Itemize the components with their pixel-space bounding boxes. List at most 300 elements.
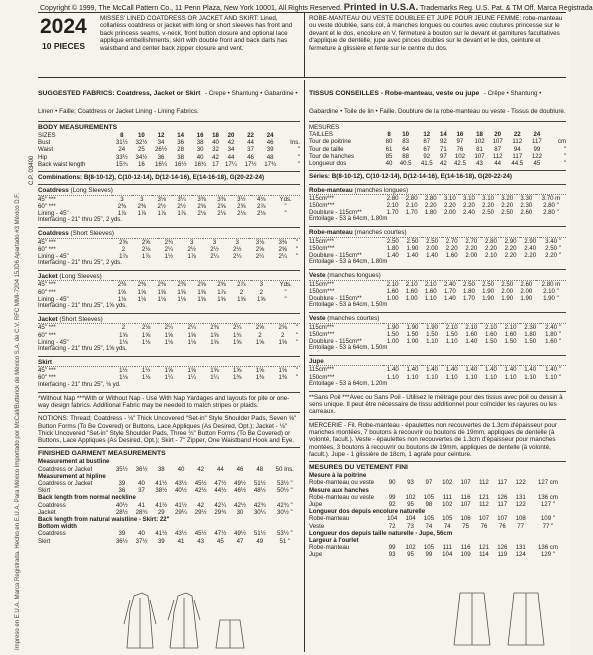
value-cell: 39 [266, 146, 274, 154]
finished-value: 42½ [194, 487, 207, 495]
value-cell: 67 [423, 145, 431, 153]
finished-row [38, 458, 300, 465]
value-cell: 112 [512, 138, 523, 146]
yardage-value: 1.90 [403, 323, 423, 331]
yardage-value: 2.20 [504, 252, 517, 260]
yardage-label: 60" *** [38, 288, 56, 296]
size-cell: 18 [212, 132, 219, 139]
yardage-row [309, 209, 566, 216]
finished-row [309, 508, 566, 515]
yardage-value: " [284, 295, 287, 303]
finished-value: 108 [515, 515, 526, 523]
mercerie-text: MERCERIE - Fil. Robe-manteau - épaulettes non recouvertes de 1.3cm d'épaisseur pour manches montées, 7 boutons à recouvrir ou boutons de 19mm, appliques de dentelle (à volonté, facult.). Veste - épaulettes non recouvertes de 1.3cm d'épaisseur pour manches montées, 3 boutons à recouvrir ou boutons de 19mm, appliques de dentelle (à volonté, facult.). Jupe - 1 glissière de 18cm, 1 agrafe pour ceinture. [309, 421, 557, 458]
yardage-value: 2⅛ [257, 210, 266, 218]
finished-value: 121 [478, 493, 490, 501]
combinations [38, 172, 300, 185]
finished-value: 41½ [155, 530, 168, 538]
yardage-value: 2 [281, 331, 285, 339]
yardage-value: 1⅝ [164, 331, 174, 339]
value-cell: 44 [227, 153, 235, 161]
yardage-label: 45" *** [38, 324, 112, 332]
yardage-value: 2.80 " [543, 209, 559, 217]
value-cell: 44 [247, 139, 254, 147]
yardage-value: 1.50 [426, 330, 438, 338]
yardage-title: Coatdress [38, 187, 71, 195]
yardage-value: 1.50 [406, 330, 419, 338]
unit-cell: " [563, 152, 566, 160]
yardage-block [38, 271, 300, 314]
finished-value: 45 [216, 537, 224, 545]
yardage-row [309, 237, 566, 245]
yardage-value: 2 [258, 331, 262, 339]
value-cell: 17¼ [225, 160, 237, 168]
finished-value: 77 [517, 522, 525, 530]
yardage-value: 1.80 [424, 209, 437, 217]
finished-row [38, 480, 300, 487]
yardage-value: 1⅞ [119, 252, 128, 260]
yardage-block [309, 270, 566, 313]
value-cell: 48 [266, 153, 274, 161]
yardage-value: 2.20 [465, 244, 478, 252]
yardage-title: Jacket [38, 273, 60, 281]
yardage-value: 1⅝ [158, 367, 181, 375]
unit-cell: Ins. [290, 139, 300, 147]
finished-value: 107 [460, 501, 471, 509]
yardage-block [309, 227, 566, 270]
yardage-value: 2.50 [498, 280, 517, 288]
yardage-value: 1⅝ [210, 338, 219, 346]
yardage-label: Lining - 45" [38, 210, 69, 218]
yardage-value: 1⅞ [217, 288, 226, 296]
value-cell: 36 [157, 153, 165, 161]
yardage-value: 1.90 [482, 287, 495, 295]
value-cell: 81 [476, 145, 483, 153]
finished-value: 51 " [279, 537, 291, 545]
yardage-value: 3¼ [172, 195, 192, 203]
value-cell: 87 [494, 145, 502, 153]
yardage-value: 2⅜ [117, 202, 127, 210]
yardage-row [309, 331, 566, 338]
yardage-value: 1.60 [445, 252, 458, 260]
finished-value: 30 [236, 508, 244, 516]
yardage-value: 1.40 [386, 252, 399, 260]
yardage-value: 1.60 [405, 287, 418, 295]
yardage-value: 1⅝ [177, 288, 186, 296]
yardage-value: 2.00 [520, 287, 533, 295]
yardage-value: 2.50 [383, 237, 403, 245]
yardage-value: 1.40 [426, 252, 438, 260]
yardage-value: 1⅛ [187, 338, 196, 346]
yardage-value: 1⅞ [187, 252, 196, 260]
finished-value: 39 [157, 537, 165, 545]
finished-row [38, 473, 300, 480]
yardage-value: 2⅞ [257, 202, 266, 210]
yardage-value: 1.50 [386, 330, 399, 338]
combinations-text: Combinations: B(8-10-12), C(10-12-14), D(12-14-16), E(14-16-18), G(20-22-24) [38, 174, 265, 182]
finished-row [38, 487, 300, 494]
yardage-value: 1.40 [442, 366, 462, 374]
yardage-value: " [295, 374, 299, 382]
yardage-value: 2.60 [520, 209, 533, 217]
finished-value: 107 [497, 515, 508, 523]
yardage-value: 1.10 [424, 295, 437, 303]
finished-value: 99 [388, 493, 396, 501]
side-text: Impreso en E.U.A. Marca Registrada. Hecho en E.U.A. Para México Importado por McCall/Butterick de México S.A. de C.V. RFC MMI-7204 15JD6 Apartado #3 México D.F. [15, 193, 21, 650]
yardage-value: 2.00 [465, 252, 478, 260]
yardage-row [309, 295, 566, 302]
value-cell: 32 [212, 146, 219, 154]
fini-title: MESURES DU VETEMENT FINI [309, 464, 408, 472]
size-cell: 14 [177, 132, 184, 139]
finished-label: Coatdress [38, 501, 66, 509]
yardage-value: 1½ [112, 367, 135, 375]
yardage-value: " [295, 338, 299, 346]
finished-value: 76 [480, 522, 488, 530]
finished-row [309, 501, 566, 508]
yardage-label: Lining - 45" [38, 295, 69, 303]
finished-value: 131 [515, 493, 526, 501]
finished-row [309, 544, 566, 551]
finished-value: 111 [442, 493, 452, 501]
finished-value: 37½ [135, 537, 148, 545]
yardage-block [38, 228, 300, 271]
value-cell: 40.5 [399, 160, 412, 168]
finished-value: 29¾ [214, 508, 227, 516]
finished-value: 93 [407, 479, 414, 487]
finished-value: 117 [497, 479, 508, 487]
finished-value: 116 [460, 493, 471, 501]
finished-value: 116 [460, 544, 471, 552]
finished-label: Robe-manteau [309, 515, 350, 523]
finished-value: 35½ [115, 465, 128, 473]
finished-value: 46½ [234, 487, 246, 495]
finished-value: 29½ [194, 508, 207, 516]
finished-value: 99 [388, 544, 396, 552]
value-cell: 87 [423, 138, 431, 146]
yardage-value: 3.40 " [540, 237, 566, 245]
yardage-label: 60" *** [38, 374, 56, 382]
yardage-table [309, 280, 566, 303]
header-english [38, 13, 300, 77]
finished-value: 43½ [175, 530, 187, 538]
yardage-value: 1.40 [383, 366, 403, 374]
body-measurements-table [38, 132, 300, 168]
yardage-value: 2.40 [440, 280, 459, 288]
size-cell: 16 [456, 131, 464, 139]
unit-cell: " [563, 145, 566, 153]
yardage-value: 1.10 [504, 373, 517, 381]
yardage-label: Doublure - 115cm** [309, 337, 362, 345]
finished-label: Coatdress or Jacket [38, 465, 93, 473]
yardage-value: 2⅜ [203, 324, 226, 332]
yardage-value: 2.20 [524, 252, 537, 260]
fini-table [309, 472, 566, 558]
yardage-value: 2¼ [180, 324, 203, 332]
yardage-value: 1.90 [482, 295, 495, 303]
finished-label: Veste [309, 522, 325, 530]
yardage-value: 1.80 " [545, 330, 561, 338]
yardage-subtitle: (manches courtes) [354, 229, 407, 237]
value-cell: 42 [212, 153, 219, 161]
finished-value: 45½ [194, 480, 207, 488]
finished-value: 41 [177, 537, 185, 545]
yardage-value: 1.70 [463, 295, 475, 303]
yardage-title: Coatdress [38, 230, 71, 238]
yardage-label: 150cm*** [309, 330, 335, 338]
yardage-value: 1.00 [405, 295, 418, 303]
yardage-value: 1.90 [520, 295, 533, 303]
finished-value: 30¼ [253, 508, 266, 516]
mesures-table [309, 124, 566, 167]
body-measurements [38, 122, 300, 172]
value-cell: 97 [439, 152, 447, 160]
pattern-header [38, 12, 566, 78]
finished-row [38, 494, 300, 501]
yardage-row [38, 210, 300, 217]
yardage-row [38, 374, 300, 381]
finished-value: 45½ [194, 530, 207, 538]
suggested-fabrics [38, 80, 300, 122]
finished-row [309, 537, 566, 544]
value-cell: 37 [247, 146, 254, 154]
yardage-value: 1.90 [383, 323, 403, 331]
yardage-heading [309, 229, 566, 236]
finished-value: 42¾ [253, 501, 266, 509]
yardage-value: 1.80 [524, 330, 537, 338]
yardage-value: 3.30 [517, 194, 536, 202]
yardage-value: 2.80 [421, 194, 440, 202]
finished-value: 46 [236, 465, 244, 473]
yardage-value: 1.60 [386, 287, 399, 295]
yardage-value: 3 [226, 238, 249, 246]
yardage-value: 3⅛ [152, 195, 172, 203]
yardage-value: 2.50 [501, 209, 514, 217]
yardage-value: 1⅛ [141, 338, 151, 346]
yardage-value: 2.20 [504, 244, 517, 252]
finished-label: Measurement at bustline [38, 458, 110, 466]
size-cell: 24 [533, 131, 541, 139]
yardage-value: 3 [132, 195, 152, 203]
yardage-value: 2⅜ [172, 281, 192, 289]
value-cell: 34 [227, 146, 235, 154]
yardage-value: 1.00 [386, 295, 399, 303]
yardage-label: 45" *** [38, 195, 112, 203]
finished-row [38, 538, 300, 545]
finished-value: 121 [478, 544, 490, 552]
yardage-value: 2⅛ [141, 245, 151, 253]
yardage-value: 1⅛ [137, 295, 147, 303]
yardage-value: 3⅛ [249, 238, 272, 246]
yardage-value: 2⅝ [271, 324, 294, 332]
yardage-value: 1⅝ [271, 367, 294, 375]
row-label: Longueur dos [309, 160, 347, 168]
value-cell: 94 [513, 145, 521, 153]
yardage-heading [309, 187, 566, 194]
yardage-value: 1.70 [405, 209, 418, 217]
yardage-value: 2¾ [158, 238, 181, 246]
yardage-value: 2.80 [481, 237, 501, 245]
yardage-value: 1.40 [465, 337, 478, 345]
finished-value: 42¼ [214, 501, 227, 509]
size-cell: 16 [196, 132, 204, 139]
value-cell: 42 [439, 160, 447, 168]
tissus-title: TISSUS CONSEILLES - Robe-manteau, veste ou jupe [309, 90, 480, 97]
yardage-value: 2.80 m [536, 280, 566, 288]
finished-value: 92 [388, 501, 396, 509]
row-label: Bust [38, 139, 51, 147]
yardage-value: 2⅝ [197, 202, 206, 210]
yardage-value: 2¼ [158, 324, 181, 332]
english-column [38, 80, 300, 652]
table-row [309, 160, 566, 167]
finished-value: 126 [497, 493, 508, 501]
tissus-conseilles [309, 80, 566, 122]
finished-value: 90 [388, 479, 396, 487]
finished-value: 127 cm [537, 479, 558, 487]
finished-value: 42 [197, 501, 205, 509]
yardage-value: 1.00 [386, 337, 399, 345]
yardage-value: 2.10 [501, 323, 521, 331]
finished-row [309, 515, 566, 522]
yardage-value: 2⅝ [135, 238, 158, 246]
yardage-value: 2½ [157, 202, 166, 210]
finished-value: 136 cm [537, 493, 558, 501]
yardage-value: 2.10 [485, 252, 497, 260]
finished-value: 29¼ [175, 508, 187, 516]
yardage-value: 2.10 [462, 323, 482, 331]
value-cell: 36 [177, 139, 184, 147]
finished-value: 105 [442, 515, 453, 523]
value-cell: 107 [492, 138, 503, 146]
yardage-title: Veste [309, 315, 328, 323]
yardage-value: 2.90 [520, 237, 540, 245]
yardage-value: 2.30 [520, 323, 540, 331]
yardage-value: 1.40 [481, 366, 501, 374]
label-row [309, 124, 566, 131]
yardage-value: 2.90 [501, 237, 521, 245]
size-cell: 10 [402, 131, 410, 139]
copyright-text: Copyright © 1999, The McCall Pattern Co., 11 Penn Plaza, New York 10001, All Rights Reserved. [40, 5, 342, 12]
description-english: MISSES' LINED COATDRESS OR JACKET AND SKIRT: Lined, collarless coatdress or jacket with long or short sleeves has front and back princess seams, v-neck, front button closure and optional lace applique embellishments; skirt with double front and back darts has waistband and center back zipper closure and vent. [100, 15, 293, 52]
value-cell: 117 [512, 152, 523, 160]
yardage-value: 2.10 " [543, 287, 559, 295]
finished-value: 53½ " [276, 530, 293, 538]
notions [38, 413, 300, 448]
finished-value: 44½ [214, 487, 227, 495]
yardage-label: 150cm*** [309, 373, 335, 381]
finished-label: Jupe [309, 501, 323, 509]
finished-row [309, 479, 566, 486]
finished-value: 109 [460, 551, 471, 559]
finished-label: Robe-manteau ou veste [309, 479, 375, 487]
yardage-heading [38, 187, 300, 194]
finished-value: 93 [388, 551, 396, 559]
finished-value: 104 [387, 515, 398, 523]
finished-value: 129 " [540, 551, 555, 559]
yardage-value: 2⅛ [217, 210, 226, 218]
yardage-value: 1⅜ [278, 374, 287, 382]
size-cell: 18 [476, 131, 483, 139]
yardage-value: 1.90 " [543, 295, 559, 303]
finished-value: 43½ [175, 480, 187, 488]
sans-poil-note [309, 392, 566, 420]
yardage-value: 1⅛ [177, 295, 186, 303]
yardage-label: 45" *** [38, 238, 112, 246]
yardage-value: 2.70 [442, 237, 462, 245]
yardage-label: 115cm*** [309, 323, 383, 331]
yardage-value: 1.40 " [540, 366, 566, 374]
yardage-value: 1.80 [463, 287, 475, 295]
value-cell: 107 [474, 152, 485, 160]
row-label: Tour de taille [309, 145, 344, 153]
row-label: Waist [38, 146, 54, 154]
yardage-value: " [295, 252, 299, 260]
yardage-value: Yds. [271, 195, 300, 203]
yardage-value: 1⅝ [203, 367, 226, 375]
size-cell: 12 [157, 132, 165, 139]
interfacing-line: Entoilage - 53 à 64cm, 1.20m [309, 380, 388, 387]
yardage-value: 1.60 [465, 330, 478, 338]
finished-value: 72 [388, 522, 396, 530]
yardage-row [309, 366, 566, 374]
unit-cell: " [297, 146, 300, 154]
yardage-heading [309, 272, 566, 279]
yardage-value: 1⅝ [157, 288, 166, 296]
notions-text: NOTIONS: Thread; Coatdress - ⅛" Thick Uncovered "Set-in" Style Shoulder Pads, Seven ⅝" Button Forms (To Be Covered) or Buttons, Lace Appliques (As Desired, Opt.); Jacket - ⅛" Thick Uncovered "Set-in" Style Shoulder Pads, Three ¾" Button Forms (To Be Covered) or Buttons, Lace Appliques (As Desired, Opt.); Skirt - 7" Zipper, One Waistband Hook and Eye. [38, 415, 297, 445]
series-text: Séries: B(8-10-12), C(10-12-14), D(12-14-16), E(14-16-18), G(20-22-24) [309, 173, 512, 181]
finished-value: 107 [460, 479, 471, 487]
value-cell: 15¾ [115, 160, 128, 168]
value-cell: 42.5 [454, 160, 466, 168]
yardage-value: 1⅝ [255, 338, 265, 346]
yardage-value: 2.10 [442, 323, 462, 331]
size-cell: 22 [247, 132, 254, 139]
yardage-subtitle: (Short Sleeves) [59, 316, 103, 324]
finished-value: 41½ [155, 480, 168, 488]
yardage-value: 2½ [210, 245, 219, 253]
yardage-value: 4⅛ [251, 195, 271, 203]
value-cell: 32½ [135, 139, 148, 147]
yardage-value: 1⅞ [117, 210, 127, 218]
finished-value: 49½ [234, 480, 246, 488]
pieces-count: 10 PIECES [42, 41, 85, 51]
yardage-value: 2.50 [479, 280, 498, 288]
yardage-row [309, 288, 566, 295]
yardage-value: 2.20 [445, 244, 458, 252]
finished-value: 39 [118, 480, 126, 488]
mesures [309, 122, 566, 171]
finished-value: 42 [197, 465, 205, 473]
yardage-value: 2⅛ [135, 324, 158, 332]
finished-label: Largeur à l'ourlet [309, 537, 359, 545]
yardage-value: 2.70 [462, 237, 482, 245]
yardage-row [38, 289, 300, 296]
yardage-value: 2.00 [426, 244, 438, 252]
yardage-value: 1.10 [426, 337, 438, 345]
sizes-row [309, 131, 566, 138]
finished-row [309, 523, 566, 530]
yardage-title: Veste [309, 272, 328, 280]
interfacing-line: Entoilage - 53 à 64cm, 1.50m [309, 345, 388, 352]
yardage-label: Doublure - 115cm** [309, 295, 362, 303]
yardage-label: Lining - 45" [38, 338, 69, 346]
size-cell: 10 [138, 132, 145, 139]
yardage-value: 1⅞ [137, 210, 147, 218]
value-cell: 16½ [174, 160, 187, 168]
value-cell: 41.5 [420, 160, 433, 168]
value-cell: 40 [385, 160, 393, 168]
size-cell: 12 [423, 131, 431, 139]
